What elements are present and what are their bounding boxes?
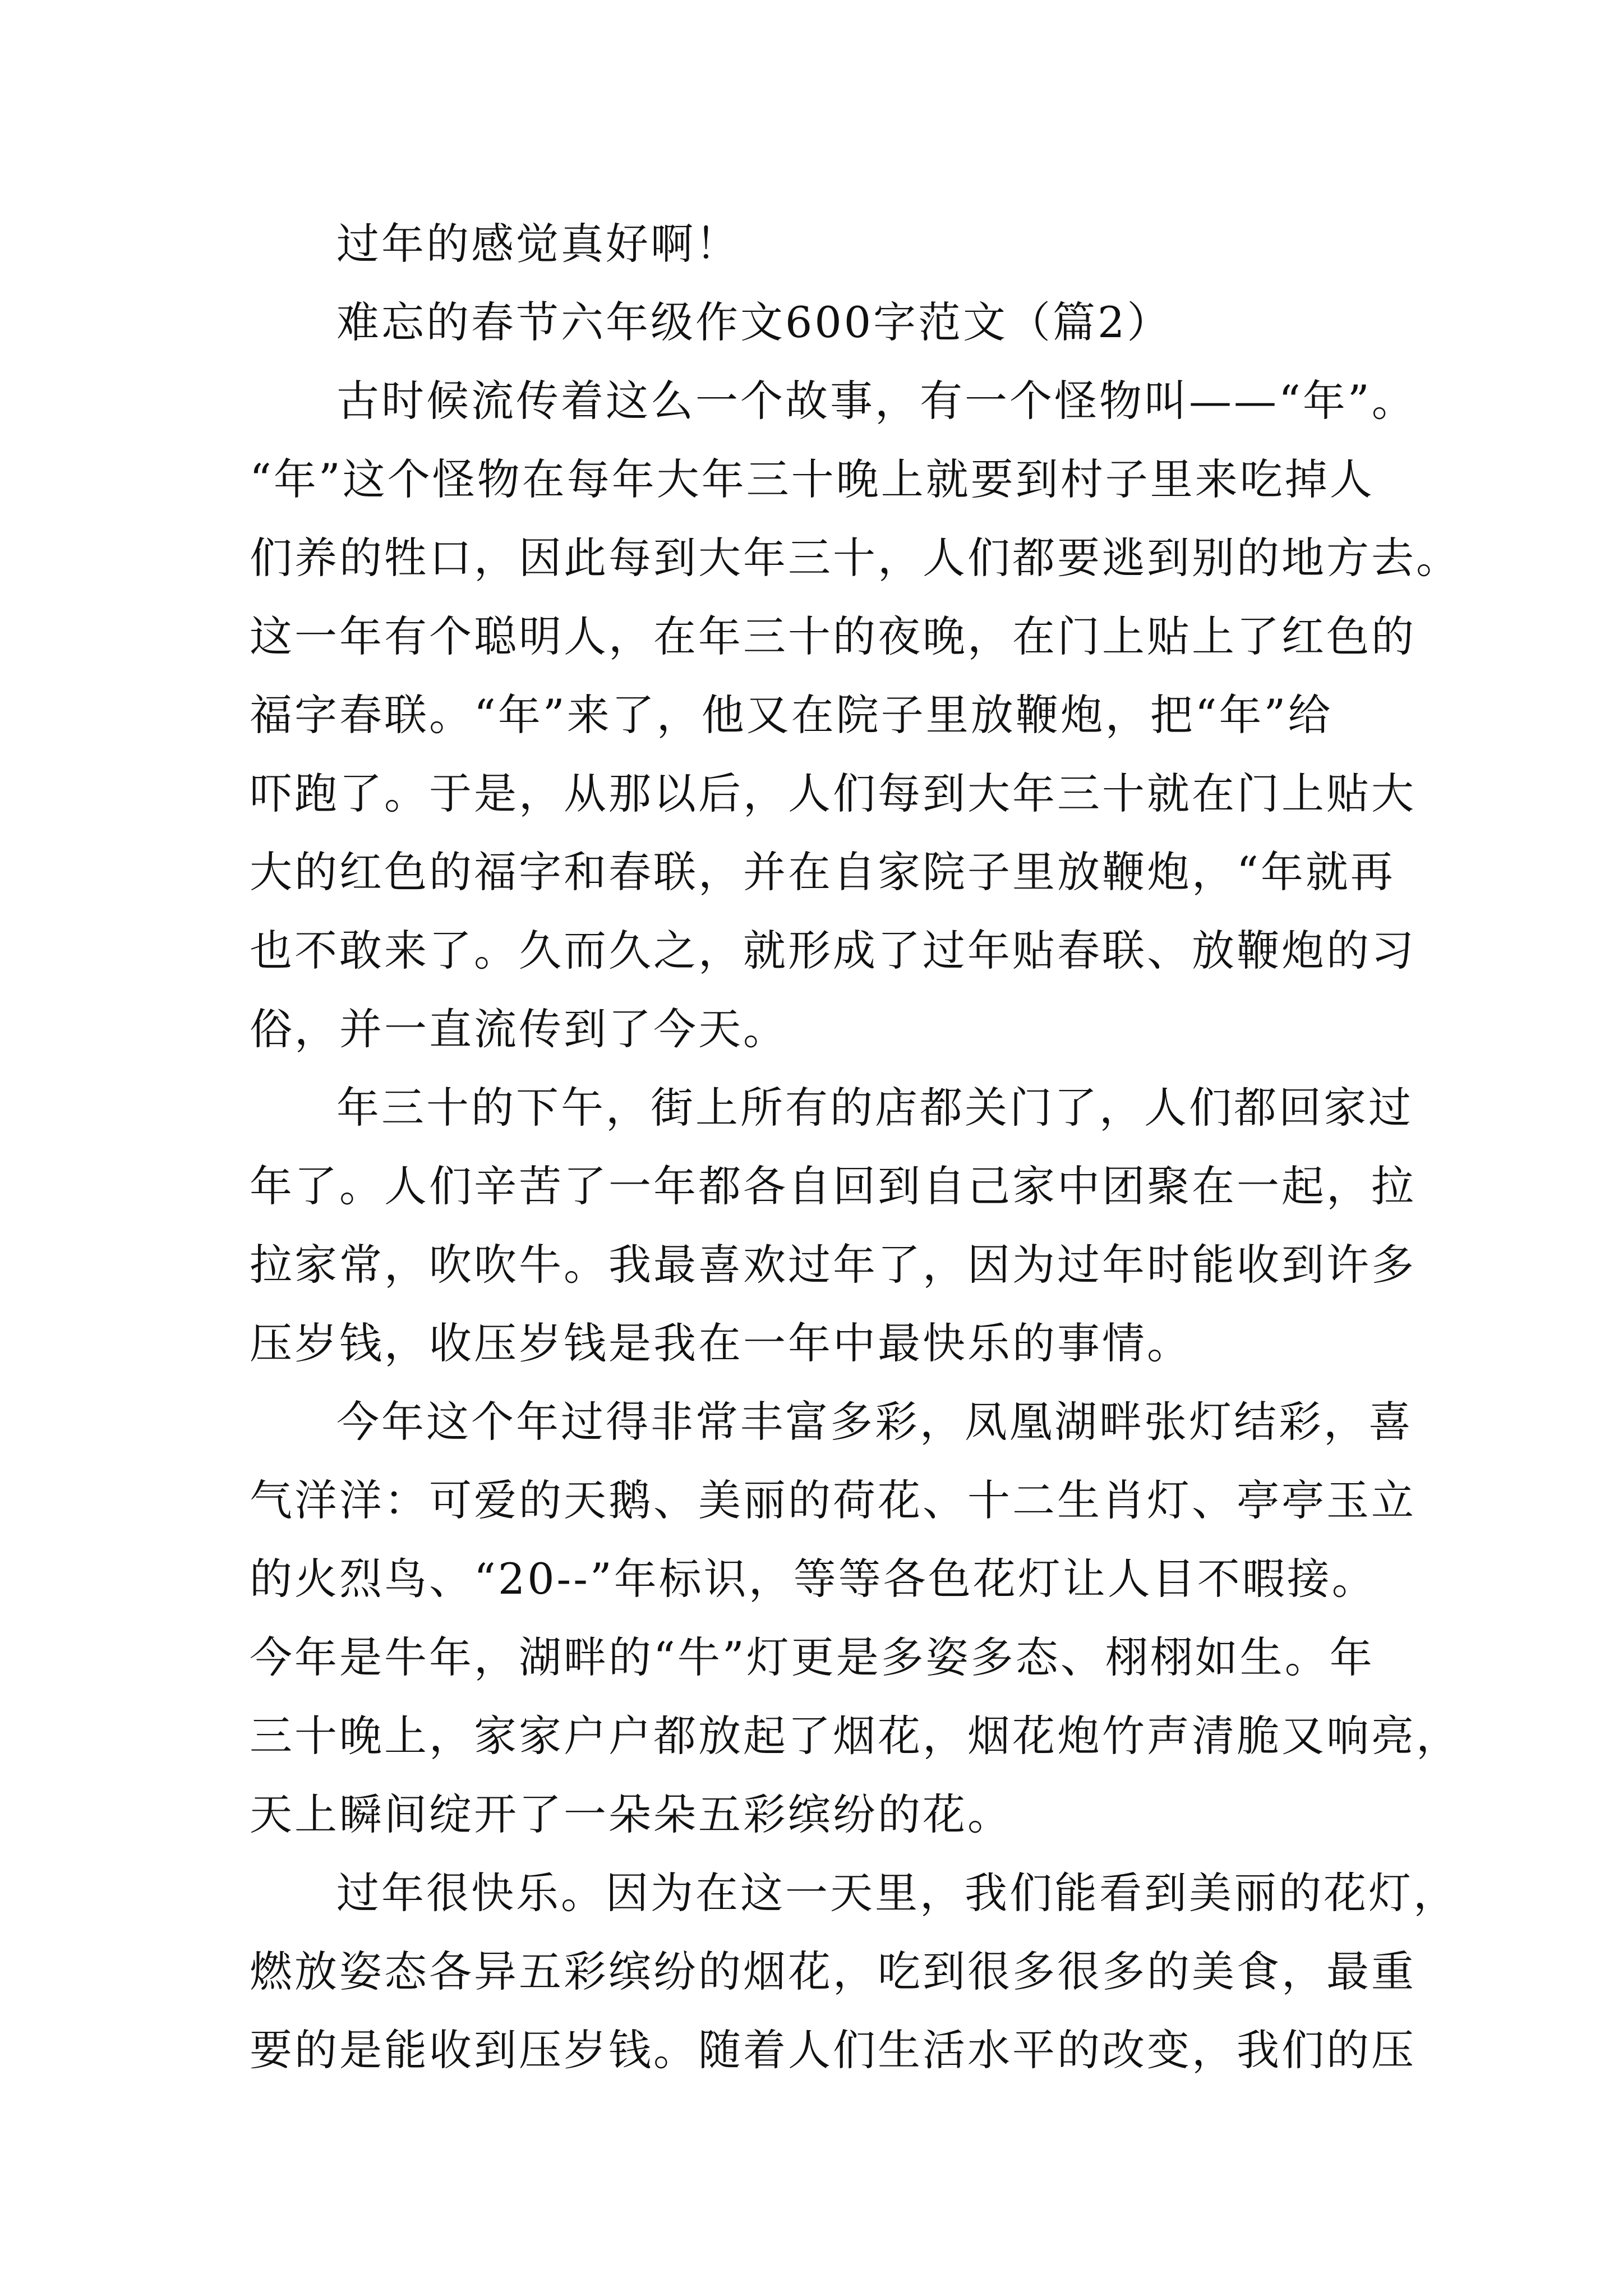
text-line: 福字春联。“年”来了，他又在院子里放鞭炮，把“年”给 bbox=[250, 690, 1333, 740]
text-line: 今年这个年过得非常丰富多彩，凤凰湖畔张灯结彩，喜 bbox=[336, 1397, 1413, 1447]
text-line: 过年的感觉真好啊！ bbox=[336, 219, 740, 269]
text-line: 年三十的下午，街上所有的店都关门了，人们都回家过 bbox=[336, 1083, 1413, 1133]
text-line: 过年很快乐。因为在这一天里，我们能看到美丽的花灯， bbox=[336, 1868, 1458, 1918]
text-line: “年”这个怪物在每年大年三十晚上就要到村子里来吃掉人 bbox=[250, 454, 1375, 504]
text-line: 压岁钱，收压岁钱是我在一年中最快乐的事情。 bbox=[250, 1318, 1192, 1368]
text-line: 要的是能收到压岁钱。随着人们生活水平的改变，我们的压 bbox=[250, 2025, 1416, 2075]
text-line: 年了。人们辛苦了一年都各自回到自己家中团聚在一起，拉 bbox=[250, 1161, 1416, 1211]
text-line: 拉家常，吹吹牛。我最喜欢过年了，因为过年时能收到许多 bbox=[250, 1240, 1416, 1290]
text-line: 们养的牲口，因此每到大年三十，人们都要逃到别的地方去。 bbox=[250, 533, 1461, 583]
text-line: 气洋洋：可爱的天鹅、美丽的荷花、十二生肖灯、亭亭玉立 bbox=[250, 1475, 1416, 1525]
text-line: 吓跑了。于是，从那以后，人们每到大年三十就在门上贴大 bbox=[250, 769, 1416, 818]
text-line: 大的红色的福字和春联，并在自家院子里放鞭炮，“年就再 bbox=[250, 847, 1395, 897]
text-line: 这一年有个聪明人，在年三十的夜晚，在门上贴上了红色的 bbox=[250, 611, 1416, 661]
text-line: 的火烈鸟、“20--”年标识，等等各色花灯让人目不暇接。 bbox=[250, 1554, 1377, 1604]
text-line: 俗，并一直流传到了今天。 bbox=[250, 1004, 788, 1054]
text-line: 燃放姿态各异五彩缤纷的烟花，吃到很多很多的美食，最重 bbox=[250, 1947, 1416, 1996]
text-line: 古时候流传着这么一个故事，有一个怪物叫——“年”。 bbox=[336, 376, 1417, 426]
text-line: 三十晚上，家家户户都放起了烟花，烟花炮竹声清脆又响亮， bbox=[250, 1711, 1461, 1761]
text-line: 今年是牛年，湖畔的“牛”灯更是多姿多态、栩栩如生。年 bbox=[250, 1632, 1375, 1682]
section-heading: 难忘的春节六年级作文600字范文（篇2） bbox=[336, 297, 1172, 347]
text-line: 天上瞬间绽开了一朵朵五彩缤纷的花。 bbox=[250, 1789, 1012, 1839]
text-line: 也不敢来了。久而久之，就形成了过年贴春联、放鞭炮的习 bbox=[250, 926, 1416, 976]
